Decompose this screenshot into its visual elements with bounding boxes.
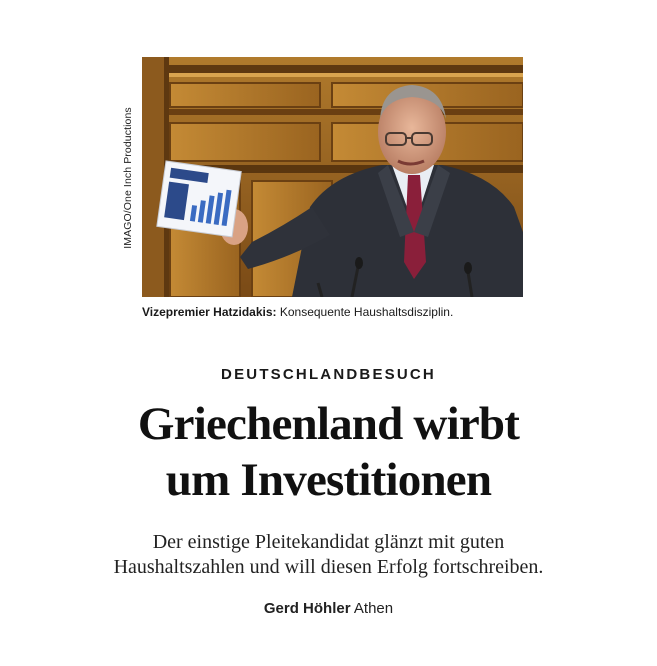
byline-location: Athen — [350, 600, 394, 617]
article-kicker: DEUTSCHLANDBESUCH — [221, 366, 436, 383]
photo-credit-text: IMAGO/One Inch Productions — [122, 107, 134, 249]
subhead-line: Haushaltszahlen und will diesen Erfolg fortschreiben. — [113, 556, 544, 578]
article-photo — [142, 57, 523, 297]
photo-credit — [120, 60, 136, 296]
headline-line: Griechenland wirbt — [137, 398, 520, 450]
article-subhead — [0, 530, 657, 580]
photo-caption — [142, 305, 562, 319]
article-headline — [0, 396, 657, 508]
subhead-line: Der einstige Pleitekandidat glänzt mit guten — [152, 531, 505, 553]
photo-illustration — [142, 57, 523, 297]
caption-name: Vizepremier Hatzidakis: — [142, 305, 277, 319]
byline — [0, 600, 657, 617]
headline-line: um Investitionen — [165, 454, 492, 506]
author-name[interactable]: Gerd Höhler — [263, 600, 351, 617]
caption-text: Konsequente Haushaltsdisziplin. — [276, 305, 454, 319]
